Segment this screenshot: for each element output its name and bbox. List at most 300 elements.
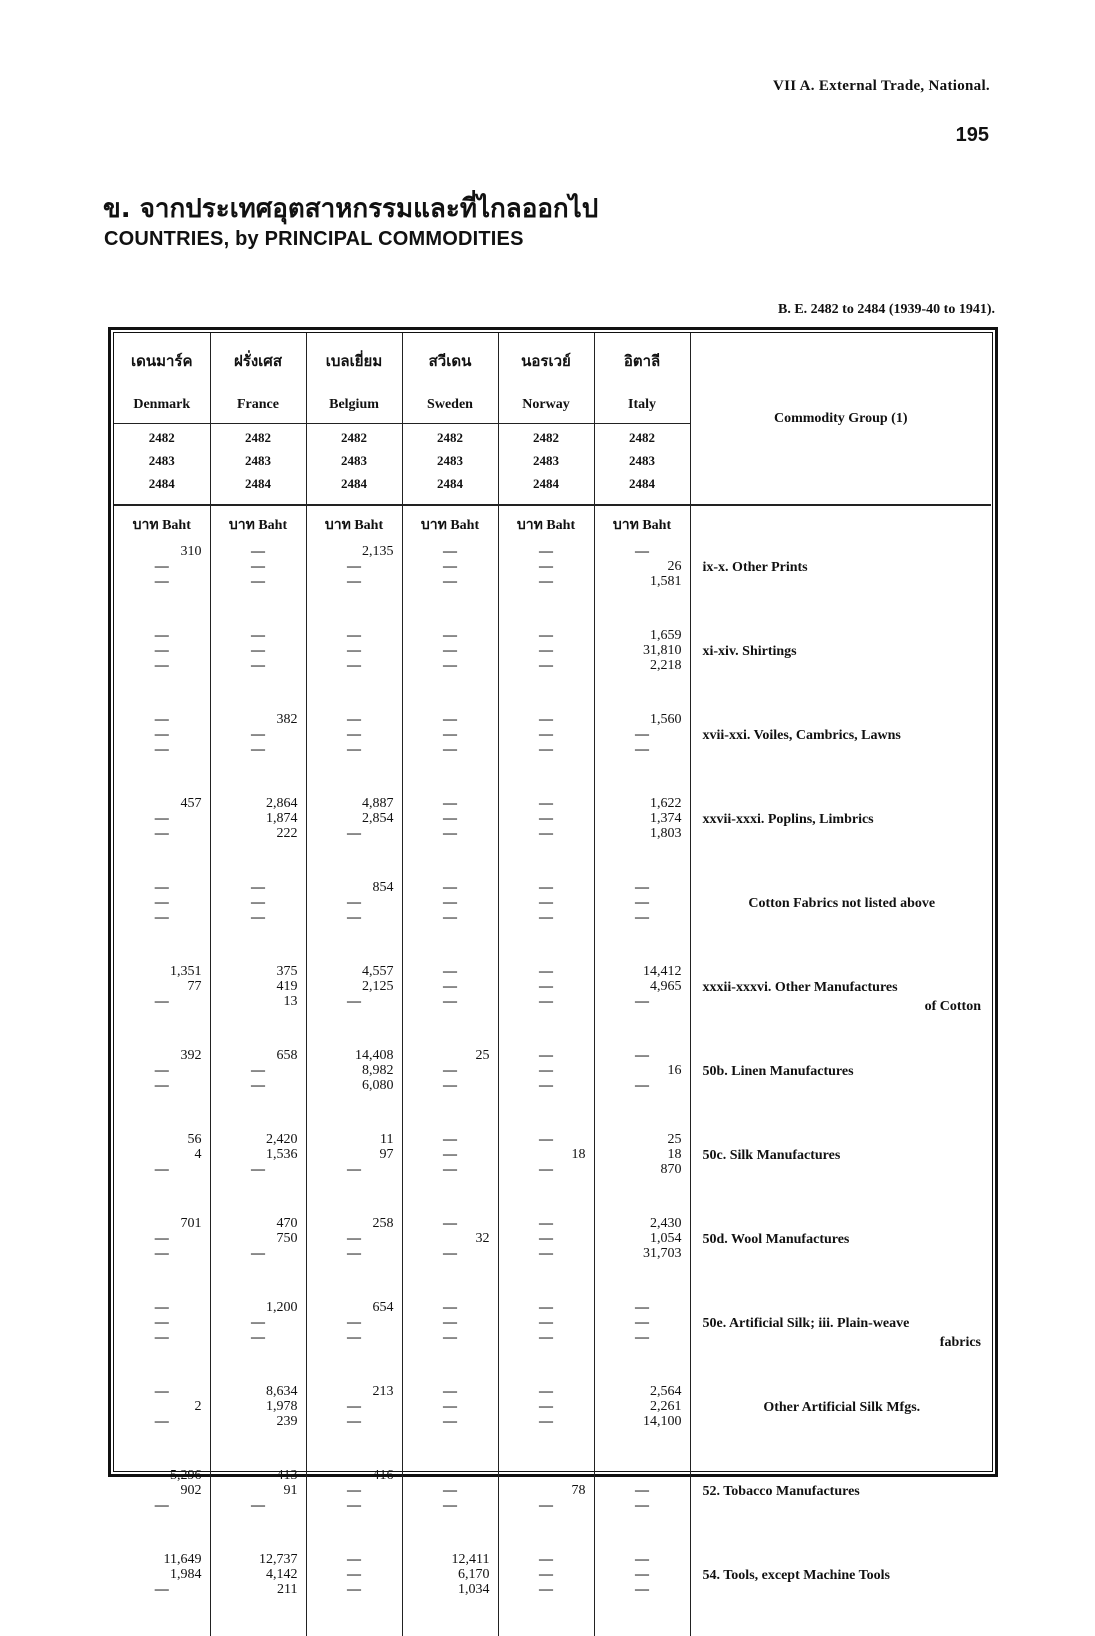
value: — [539, 964, 553, 979]
value: — [635, 895, 649, 910]
value: 1,351 [170, 964, 202, 979]
commodity-name: Other Artificial Silk Mfgs. [763, 1400, 921, 1415]
value: 26 [667, 559, 682, 574]
commodity-label [690, 1048, 991, 1132]
value: — [154, 1300, 169, 1315]
value-cell [210, 1552, 306, 1636]
value: — [251, 880, 265, 895]
value: 2,420 [266, 1132, 298, 1147]
value-cell [210, 1132, 306, 1216]
value: — [154, 895, 169, 910]
value: 4,887 [362, 796, 394, 811]
value: — [154, 1246, 169, 1261]
value: — [539, 1300, 553, 1315]
value: — [154, 994, 169, 1009]
value: 416 [372, 1468, 394, 1483]
value: — [154, 1582, 169, 1597]
value: 8,634 [266, 1384, 298, 1399]
commodity-name: 50b. Linen Manufactures [702, 1064, 854, 1079]
commodity-name: 50c. Silk Manufactures [702, 1148, 841, 1163]
unit-desc-blank [690, 505, 991, 544]
country-eng-sweden: Sweden [402, 393, 498, 424]
value-cell [402, 1384, 498, 1468]
value: — [347, 994, 361, 1009]
commodity-name: xxxii-xxxvi. Other Manufactures [702, 980, 898, 995]
value: — [539, 1498, 553, 1513]
value: — [347, 826, 361, 841]
value: — [154, 826, 169, 841]
value-cell [210, 1384, 306, 1468]
country-thai-denmark: เดนมาร์ค [114, 333, 210, 393]
commodity-group-header: Commodity Group (1) [690, 333, 991, 505]
value: — [539, 895, 553, 910]
value-cell [306, 544, 402, 628]
unit-label: บาท Baht [402, 505, 498, 544]
value-cell [114, 544, 210, 628]
value-cell [114, 1552, 210, 1636]
table-row [114, 964, 991, 1048]
unit-label: บาท Baht [306, 505, 402, 544]
value: — [347, 1414, 361, 1429]
value: 870 [660, 1162, 682, 1177]
value: 902 [180, 1483, 202, 1498]
value: — [443, 964, 457, 979]
value: — [251, 1330, 265, 1345]
year-label: 2484 [629, 476, 655, 491]
value: — [251, 1063, 265, 1078]
value: — [539, 742, 553, 757]
value: — [443, 1132, 457, 1147]
value: 4 [194, 1147, 202, 1162]
years-norway [498, 424, 594, 506]
value: — [539, 712, 553, 727]
value: — [347, 559, 361, 574]
value: 1,622 [650, 796, 682, 811]
value: — [154, 643, 169, 658]
value: — [443, 1468, 457, 1483]
value: 18 [571, 1147, 586, 1162]
value: 14,408 [355, 1048, 394, 1063]
value-cell [498, 1468, 594, 1552]
value: — [539, 727, 553, 742]
value: — [443, 1162, 457, 1177]
commodity-label [690, 796, 991, 880]
value: 310 [180, 544, 202, 559]
value-cell [498, 1216, 594, 1300]
year-label: 2484 [148, 476, 175, 491]
value: 1,978 [266, 1399, 298, 1414]
value: — [539, 994, 553, 1009]
value: — [154, 742, 169, 757]
value: — [443, 910, 457, 925]
value: — [154, 910, 169, 925]
unit-label: บาท Baht [210, 505, 306, 544]
value: 392 [180, 1048, 202, 1063]
value: — [443, 1399, 457, 1414]
year-label: 2483 [437, 453, 463, 468]
value: — [154, 1330, 169, 1345]
value: — [251, 727, 265, 742]
value: — [635, 880, 649, 895]
value: — [539, 811, 553, 826]
value-cell [402, 1300, 498, 1384]
value: — [635, 727, 649, 742]
commodity-name-continued: of Cotton [924, 999, 981, 1014]
value: — [251, 544, 265, 559]
value: — [154, 811, 169, 826]
value-cell [306, 1468, 402, 1552]
value: — [635, 1582, 649, 1597]
value-cell [114, 1384, 210, 1468]
value: — [539, 574, 553, 589]
value: — [443, 994, 457, 1009]
value: 1,560 [650, 712, 682, 727]
value: — [251, 1246, 265, 1261]
value: — [251, 628, 265, 643]
value: — [443, 727, 457, 742]
value: — [443, 826, 457, 841]
value-cell [306, 1216, 402, 1300]
value: — [635, 1567, 649, 1582]
table-row [114, 628, 991, 712]
table-row [114, 1216, 991, 1300]
value: 2,864 [266, 796, 298, 811]
value: — [539, 1078, 553, 1093]
value-cell [306, 1384, 402, 1468]
table-row [114, 712, 991, 796]
value: — [154, 559, 169, 574]
value-cell [594, 796, 690, 880]
value: — [443, 574, 457, 589]
value: — [443, 979, 457, 994]
value: — [347, 1399, 361, 1414]
value-cell [498, 1552, 594, 1636]
value: — [539, 826, 553, 841]
value: — [539, 1132, 553, 1147]
value: 2,854 [362, 811, 394, 826]
value-cell [210, 712, 306, 796]
value: — [635, 1300, 649, 1315]
value: — [154, 1498, 169, 1513]
value: — [635, 994, 649, 1009]
value: — [443, 643, 457, 658]
value: 6,080 [362, 1078, 394, 1093]
commodity-label [690, 1552, 991, 1636]
value-cell [114, 880, 210, 964]
value: 8,982 [362, 1063, 394, 1078]
value: 18 [667, 1147, 682, 1162]
value: — [347, 1330, 361, 1345]
value: — [539, 1414, 553, 1429]
value: — [539, 1231, 553, 1246]
commodity-name: xxvii-xxxi. Poplins, Limbrics [702, 812, 874, 827]
commodity-label [690, 1384, 991, 1468]
year-label: 2483 [245, 453, 271, 468]
value: — [154, 1414, 169, 1429]
value: — [347, 1552, 361, 1567]
title-english: COUNTRIES, by PRINCIPAL COMMODITIES [104, 228, 524, 250]
commodity-name: 54. Tools, except Machine Tools [702, 1568, 890, 1583]
value: 701 [180, 1216, 202, 1231]
years-italy [594, 424, 690, 506]
value: — [154, 727, 169, 742]
unit-row [114, 505, 991, 544]
value: — [539, 796, 553, 811]
value: — [635, 910, 649, 925]
unit-label: บาท Baht [594, 505, 690, 544]
value: — [539, 1384, 553, 1399]
country-eng-belgium: Belgium [306, 393, 402, 424]
value: 213 [372, 1384, 394, 1399]
year-label: 2483 [148, 453, 175, 468]
value: — [635, 1552, 649, 1567]
value: — [635, 1330, 649, 1345]
country-eng-denmark: Denmark [114, 393, 210, 424]
year-label: 2484 [437, 476, 463, 491]
value-cell [594, 1384, 690, 1468]
value: — [347, 658, 361, 673]
commodity-label [690, 1300, 991, 1384]
unit-label: บาท Baht [114, 505, 210, 544]
value: — [539, 1552, 553, 1567]
value-cell [210, 796, 306, 880]
value: — [443, 1384, 457, 1399]
commodity-label [690, 712, 991, 796]
table-row [114, 1384, 991, 1468]
value: — [347, 628, 361, 643]
year-label: 2482 [341, 430, 367, 445]
table-row [114, 1552, 991, 1636]
value: — [347, 1315, 361, 1330]
value: — [347, 712, 361, 727]
commodity-label [690, 964, 991, 1048]
value-cell [498, 712, 594, 796]
value: 658 [276, 1048, 298, 1063]
value-cell [114, 1132, 210, 1216]
value: — [539, 979, 553, 994]
value: 11 [380, 1132, 394, 1147]
table-row [114, 1048, 991, 1132]
value: — [443, 1483, 457, 1498]
unit-label: บาท Baht [498, 505, 594, 544]
value: — [539, 1246, 553, 1261]
value-cell [306, 964, 402, 1048]
value-cell [594, 1300, 690, 1384]
commodity-name: 50d. Wool Manufactures [702, 1232, 850, 1247]
value-cell [594, 712, 690, 796]
value-cell [402, 1468, 498, 1552]
value: 2,564 [650, 1384, 682, 1399]
value: 1,374 [650, 811, 682, 826]
value: — [539, 1468, 553, 1483]
value: — [154, 1078, 169, 1093]
value: — [635, 1315, 649, 1330]
value: — [539, 1582, 553, 1597]
value: — [347, 1498, 361, 1513]
value: 470 [276, 1216, 298, 1231]
value: — [443, 559, 457, 574]
value: — [347, 910, 361, 925]
value: 31,810 [643, 643, 682, 658]
value: 5,296 [170, 1468, 202, 1483]
country-eng-norway: Norway [498, 393, 594, 424]
value: — [154, 1315, 169, 1330]
value: 91 [283, 1483, 298, 1498]
country-thai-belgium: เบลเยี่ยม [306, 333, 402, 393]
value: 32 [475, 1231, 490, 1246]
value: — [443, 796, 457, 811]
commodity-name: xvii-xxi. Voiles, Cambrics, Lawns [702, 728, 901, 743]
value: — [251, 574, 265, 589]
value-cell [594, 1132, 690, 1216]
value: — [251, 658, 265, 673]
value: 2,430 [650, 1216, 682, 1231]
value: 2,261 [650, 1399, 682, 1414]
country-thai-norway: นอรเวย์ [498, 333, 594, 393]
value: 56 [187, 1132, 202, 1147]
value: 457 [180, 796, 202, 811]
value: — [251, 742, 265, 757]
value: — [635, 1048, 649, 1063]
value: — [347, 1246, 361, 1261]
value-cell [210, 1468, 306, 1552]
commodity-label [690, 1132, 991, 1216]
value-cell [306, 796, 402, 880]
value: — [539, 628, 553, 643]
value-cell [114, 712, 210, 796]
value: — [443, 628, 457, 643]
value: — [635, 742, 649, 757]
value: 14,412 [643, 964, 682, 979]
value-cell [498, 628, 594, 712]
value: — [443, 1498, 457, 1513]
value: 97 [379, 1147, 394, 1162]
value: — [347, 643, 361, 658]
value-cell [498, 880, 594, 964]
commodity-name: ix-x. Other Prints [702, 560, 808, 575]
value: — [443, 895, 457, 910]
trade-table-frame [108, 327, 998, 1597]
value: — [443, 1246, 457, 1261]
value: — [347, 742, 361, 757]
value: 419 [276, 979, 298, 994]
value: 4,557 [362, 964, 394, 979]
value: 4,142 [266, 1567, 298, 1582]
year-label: 2482 [437, 430, 463, 445]
value: 222 [276, 826, 298, 841]
country-thai-italy: อิตาลี [594, 333, 690, 393]
table-header [114, 333, 991, 505]
value: 11,649 [163, 1552, 202, 1567]
value: — [539, 1162, 553, 1177]
value: — [251, 559, 265, 574]
value: — [251, 910, 265, 925]
table-row [114, 880, 991, 964]
value-cell [306, 1552, 402, 1636]
commodity-label [690, 544, 991, 628]
commodity-name: xi-xiv. Shirtings [702, 644, 797, 659]
trade-table [114, 333, 991, 1636]
value: — [443, 1330, 457, 1345]
value-cell [402, 964, 498, 1048]
year-label: 2482 [629, 430, 655, 445]
value: — [443, 1315, 457, 1330]
value-cell [210, 628, 306, 712]
value-cell [210, 544, 306, 628]
value-cell [114, 628, 210, 712]
value: 16 [667, 1063, 682, 1078]
table-row [114, 1300, 991, 1384]
commodity-name: 50e. Artificial Silk; iii. Plain-weave [702, 1316, 910, 1331]
period-label: B. E. 2482 to 2484 (1939-40 to 1941). [778, 302, 995, 317]
value: — [154, 658, 169, 673]
value: — [251, 1498, 265, 1513]
value: — [347, 1162, 361, 1177]
year-label: 2482 [245, 430, 271, 445]
value: 31,703 [643, 1246, 682, 1261]
value: — [635, 1498, 649, 1513]
value: 12,411 [451, 1552, 490, 1567]
value-cell [114, 1216, 210, 1300]
value-cell [402, 628, 498, 712]
value: — [347, 1231, 361, 1246]
value-cell [210, 880, 306, 964]
value: 2,135 [362, 544, 394, 559]
value: 1,054 [650, 1231, 682, 1246]
value: — [347, 574, 361, 589]
value: 14,100 [643, 1414, 682, 1429]
value-cell [498, 964, 594, 1048]
value: 375 [276, 964, 298, 979]
country-eng-italy: Italy [594, 393, 690, 424]
years-belgium [306, 424, 402, 506]
value: — [635, 544, 649, 559]
value: — [347, 1567, 361, 1582]
value-cell [594, 1552, 690, 1636]
value: 4,965 [650, 979, 682, 994]
value: — [539, 643, 553, 658]
value: — [539, 559, 553, 574]
value: — [539, 1399, 553, 1414]
value: — [443, 1300, 457, 1315]
value: 1,581 [650, 574, 682, 589]
value: 1,536 [266, 1147, 298, 1162]
value-cell [210, 1048, 306, 1132]
value: — [443, 1414, 457, 1429]
value-cell [402, 712, 498, 796]
value: — [347, 895, 361, 910]
commodity-name: Cotton Fabrics not listed above [748, 896, 936, 911]
value: — [539, 1216, 553, 1231]
value: 1,803 [650, 826, 682, 841]
value-cell [498, 1300, 594, 1384]
country-thai-sweden: สวีเดน [402, 333, 498, 393]
value-cell [402, 1552, 498, 1636]
value-cell [306, 1300, 402, 1384]
value: — [635, 1468, 649, 1483]
value-cell [594, 628, 690, 712]
value: — [443, 1063, 457, 1078]
value-cell [210, 1216, 306, 1300]
value: — [251, 1315, 265, 1330]
value-cell [114, 796, 210, 880]
value: — [251, 643, 265, 658]
value: — [539, 544, 553, 559]
value: 25 [475, 1048, 490, 1063]
value-cell [402, 1132, 498, 1216]
table-body [114, 505, 991, 1636]
value-cell [402, 1048, 498, 1132]
